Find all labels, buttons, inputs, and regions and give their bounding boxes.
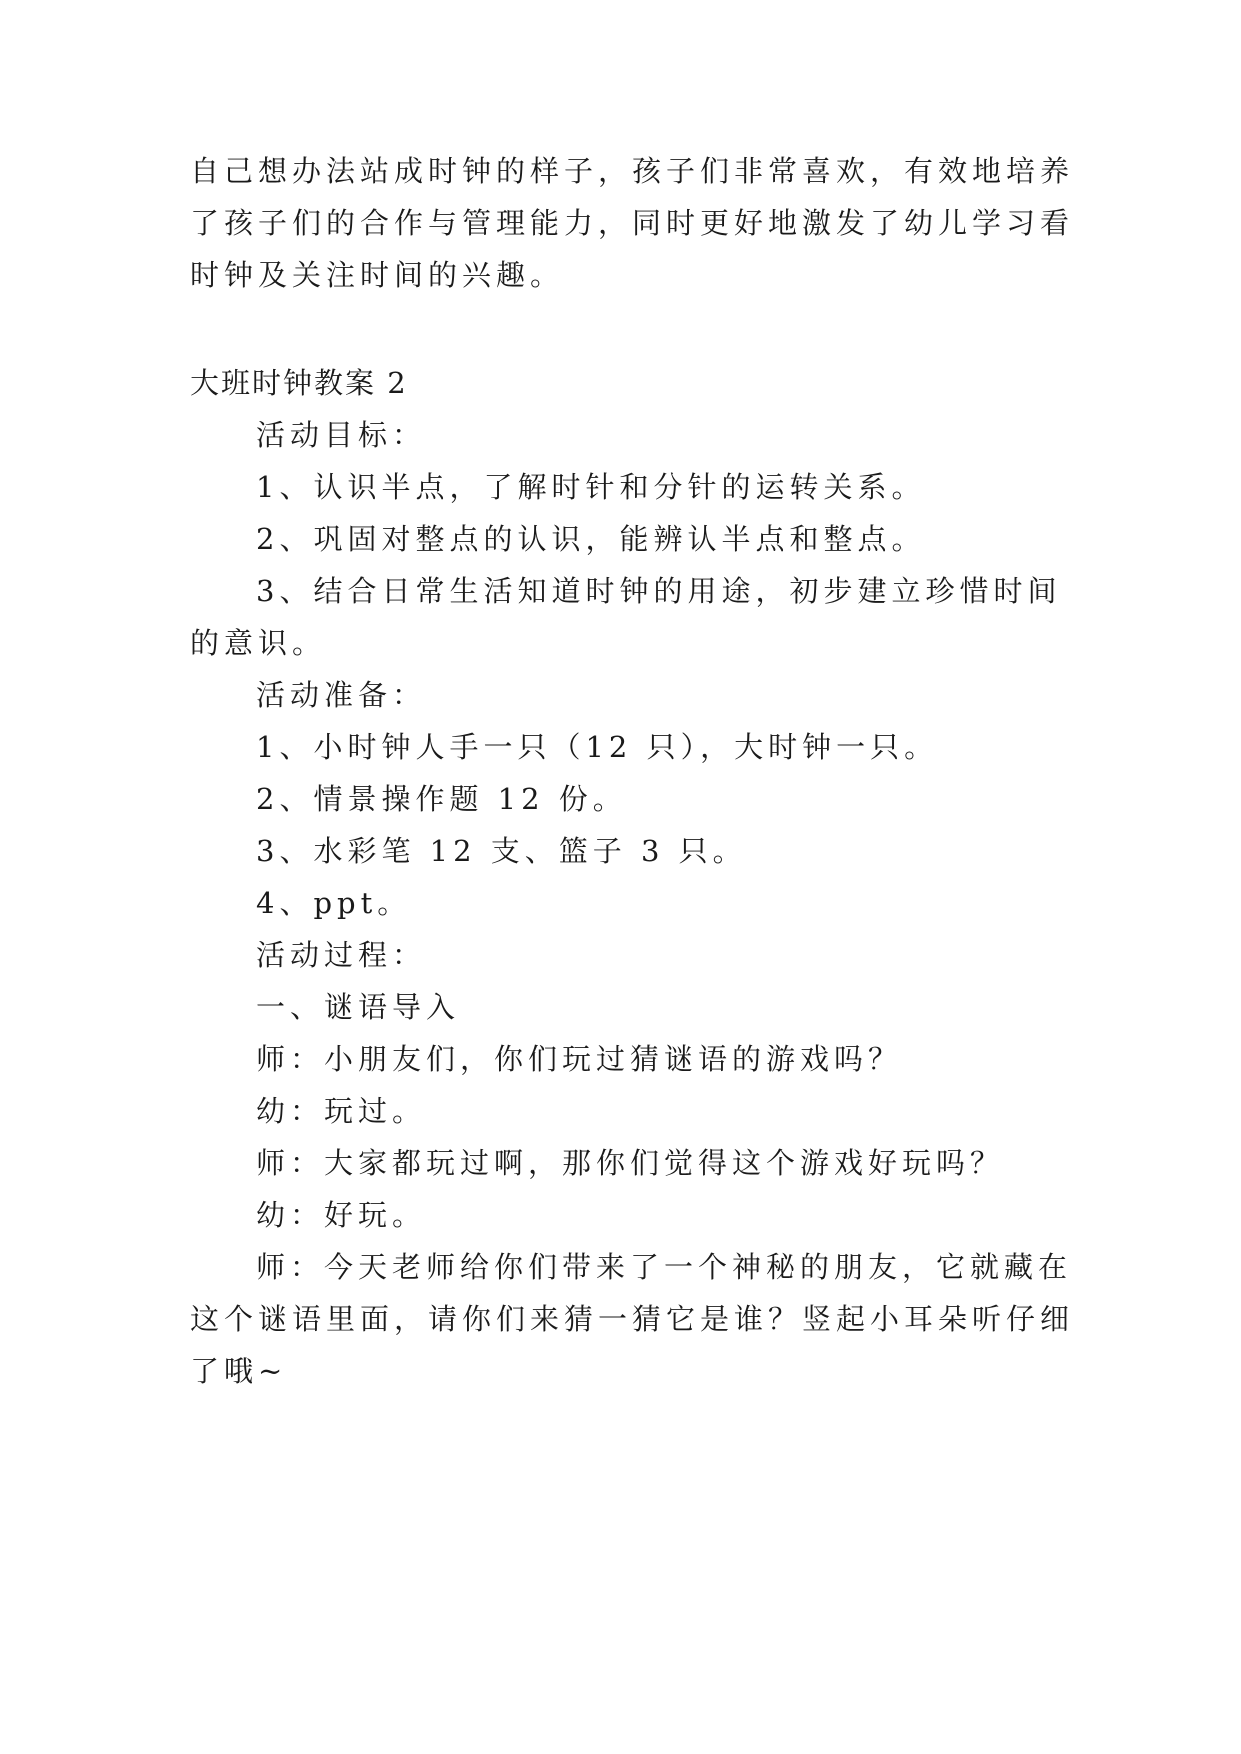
goals-heading: 活动目标： — [256, 418, 427, 452]
process-heading: 活动过程： — [256, 938, 427, 972]
paragraph-line: 时钟及关注时间的兴趣。 — [190, 258, 565, 292]
dialogue-line-continuation: 了哦~ — [190, 1354, 288, 1388]
dialogue-line: 师：大家都玩过啊，那你们觉得这个游戏好玩吗？ — [256, 1146, 1005, 1180]
section-title: 大班时钟教案 2 — [190, 366, 408, 400]
prep-item: 4、ppt。 — [256, 886, 412, 920]
prep-item: 1、小时钟人手一只（12 只），大时钟一只。 — [256, 730, 939, 764]
dialogue-line-continuation: 这个谜语里面，请你们来猜一猜它是谁？竖起小耳朵听仔细 — [190, 1302, 1075, 1336]
dialogue-line: 幼：玩过。 — [256, 1094, 427, 1128]
dialogue-line: 师：小朋友们，你们玩过猜谜语的游戏吗？ — [256, 1042, 903, 1076]
goal-item: 3、结合日常生活知道时钟的用途，初步建立珍惜时间 — [256, 574, 1062, 608]
goal-item-continuation: 的意识。 — [190, 626, 327, 660]
process-step: 一、谜语导入 — [256, 990, 461, 1024]
prep-item: 3、水彩笔 12 支、篮子 3 只。 — [256, 834, 747, 868]
goal-item: 2、巩固对整点的认识，能辨认半点和整点。 — [256, 522, 926, 556]
paragraph-line: 自己想办法站成时钟的样子，孩子们非常喜欢，有效地培养 — [190, 154, 1075, 188]
paragraph-line: 了孩子们的合作与管理能力，同时更好地激发了幼儿学习看 — [190, 206, 1075, 240]
dialogue-line: 师：今天老师给你们带来了一个神秘的朋友，它就藏在 — [256, 1250, 1073, 1284]
goal-item: 1、认识半点，了解时针和分针的运转关系。 — [256, 470, 926, 504]
prep-heading: 活动准备： — [256, 678, 427, 712]
dialogue-line: 幼：好玩。 — [256, 1198, 427, 1232]
prep-item: 2、情景操作题 12 份。 — [256, 782, 627, 816]
